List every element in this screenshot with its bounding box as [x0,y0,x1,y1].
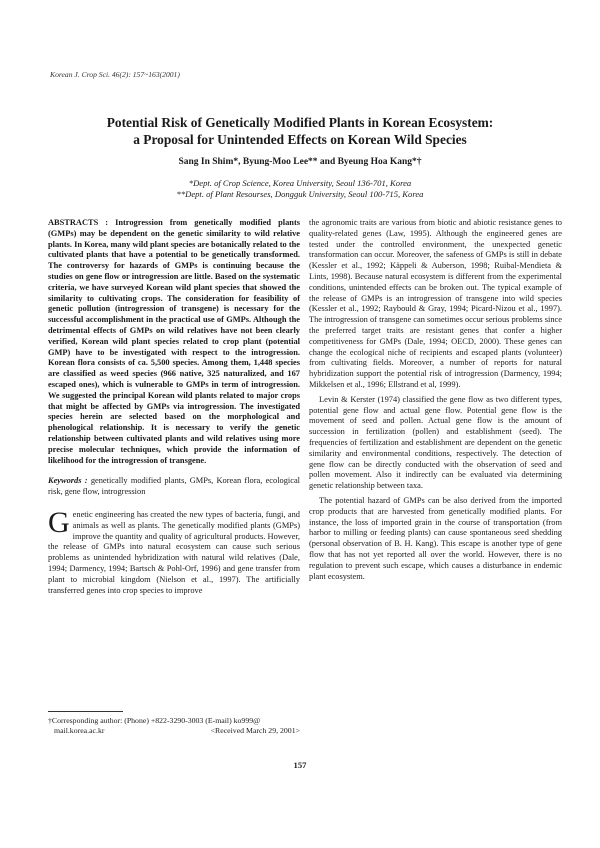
received-date: <Received March 29, 2001> [210,726,300,735]
body-paragraph-3: The potential hazard of GMPs can be also derived from the imported crop products that are harvested from genetically modified plants. For instance, the loss of imported grain in the course of transportation (from harbor to milling or feeding plants) can cause spontaneous seed shedding (personal observation of B. H. Kang). This escape is another type of gene flow that has not yet reported all over the world. However, there is no regulation to prevent such escape, which causes a disturbance in endemic plant ecosystem. [309,495,562,581]
footnote-divider [48,711,123,712]
keywords-paragraph [48,476,300,498]
intro-paragraph [48,505,300,596]
footnote-email-domain: mail.korea.ac.kr [54,726,105,735]
left-column [48,218,300,596]
right-column [309,218,562,582]
body-paragraph-2: Levin & Kerster (1974) classified the gene flow as two different types, potential gene flow and actual gene flow. Potential gene flow is the movement of seed and pollen. Actual gene flow is the amount of succession in fertilization (pollen) and establishment (seed). The frequencies of fertilization and establishment are dependent on the genetic similarity and environmental conditions, respectively. The detection of gene flow can be directly conducted with the observation of seed and pollen movement. Also it indirectly can be evaluated via determining genetic relationship between taxa. [309,394,562,491]
page-number: 157 [293,760,307,770]
author-list: Sang In Shim*, Byung-Moo Lee** and Byeung Hoa Kang*† [178,157,422,167]
paper-title-line-2: a Proposal for Unintended Effects on Korean Wild Species [133,132,467,147]
paper-title-line-1: Potential Risk of Genetically Modified Plants in Korean Ecosystem: [106,115,494,130]
corresponding-author-footnote [48,716,300,736]
footnote-line-2 [48,726,300,736]
abstract-paragraph: ABSTRACTS : Introgression from genetically modified plants (GMPs) may be dependent on the genetic similarity to wild relative plants. In Korea, many wild plant species are botanically related to the cultivated plants that have a potential to be genetically transformed. The controversy for hazards of GMPs is continuing because the studies on gene flow or introgression are little. Based on the systematic criteria, we have surveyed Korean wild plant species that showed the similarity to cultivating crops. The consideration for feasibility of genetic pollution (introgression of transgene) is necessary for the successful accomplishment in the practical use of GMPs. Although the detrimental effects of GMPs on wild relatives have not been clearly verified, Korean wild plant species related to crop plant (potential GMP) have to be investigated with respect to the introgression. Korean flora consists of ca. 5,500 species. Among them, 1,448 species are classified as weed species (966 native, 325 naturalized, and 167 escaped ones), which is vulnerable to GMPs in term of introgression. We suggested the principal Korean wild plants related to major crops that might be affected by GMPs via introgression. The investigated species herein are selected based on the morphological and phenological relationship. It is necessary to verify the genetic relationship between cultivated plants and wild relatives using more precise molecular techniques, which provide the information of likelihood for the introgression of transgene. [48,218,300,465]
paper-title [40,114,560,148]
intro-text: enetic engineering has created the new types of bacteria, fungi, and animals as well as plants. The genetically modified plants (GMPs) improve the quantity and quality of agricultural products. However, the release of GMPs into natural ecosystem can cause such serious problems as unintended hybridization with natural wild relatives (Dale, 1994; Darmency, 1994; Bartsch & Pohl-Orf, 1996) and gene transfer from plant to microbial kingdom (Nielson et al., 1997). The artificially transferred genes into crop species to improve [48,509,300,595]
footnote-line-1: †Corresponding author: (Phone) +822-3290-3003 (E-mail) ko999@ [48,716,261,725]
affiliation-2: **Dept. of Plant Resourses, Dongguk University, Seoul 100-715, Korea [176,189,424,199]
affiliations [40,178,560,200]
keywords-text: genetically modified plants, GMPs, Korean flora, ecological risk, gene flow, introgression [48,476,300,497]
journal-citation: Korean J. Crop Sci. 46(2): 157~163(2001) [50,70,180,79]
keywords-label: Keywords : [48,476,88,486]
affiliation-1: *Dept. of Crop Science, Korea University, Seoul 136-701, Korea [188,178,412,188]
body-paragraph-1: the agronomic traits are various from biotic and abiotic resistance genes to quality-related genes (Law, 1995). Although the engineered genes are tested under the controlled environment, the unexpected genetic transformation can occur. Moreover, the safeness of GMPs is still in debate (Kessler et al., 1992; Käppeli & Auberson, 1998; Ruibal-Mendieta & Lints, 1998). Because natural ecosystem is different from the experimental conditions, unintended effects can be broken out. The typical example of the release of GMPs is an introgression of transgene into wild species (Kessler et al., 1992; Raybould & Gray, 1994; Picard-Nizou et al., 1997). The introgression of transgene can sometimes occur serious problems since the preferred target traits are resistant genes that confer a higher competitiveness for GMPs (Dale, 1994; OECD, 2000). These genes can change the ecological niche of recipients and escaped plants (volunteer) from cultivating fields. Moreover, a number of reports for natural hybridization support the potential risk of introgression (Darmency, 1994; Mikkelsen et al., 1996; Ellstrand et al, 1999). [309,218,562,389]
drop-cap-letter: G [48,505,70,539]
